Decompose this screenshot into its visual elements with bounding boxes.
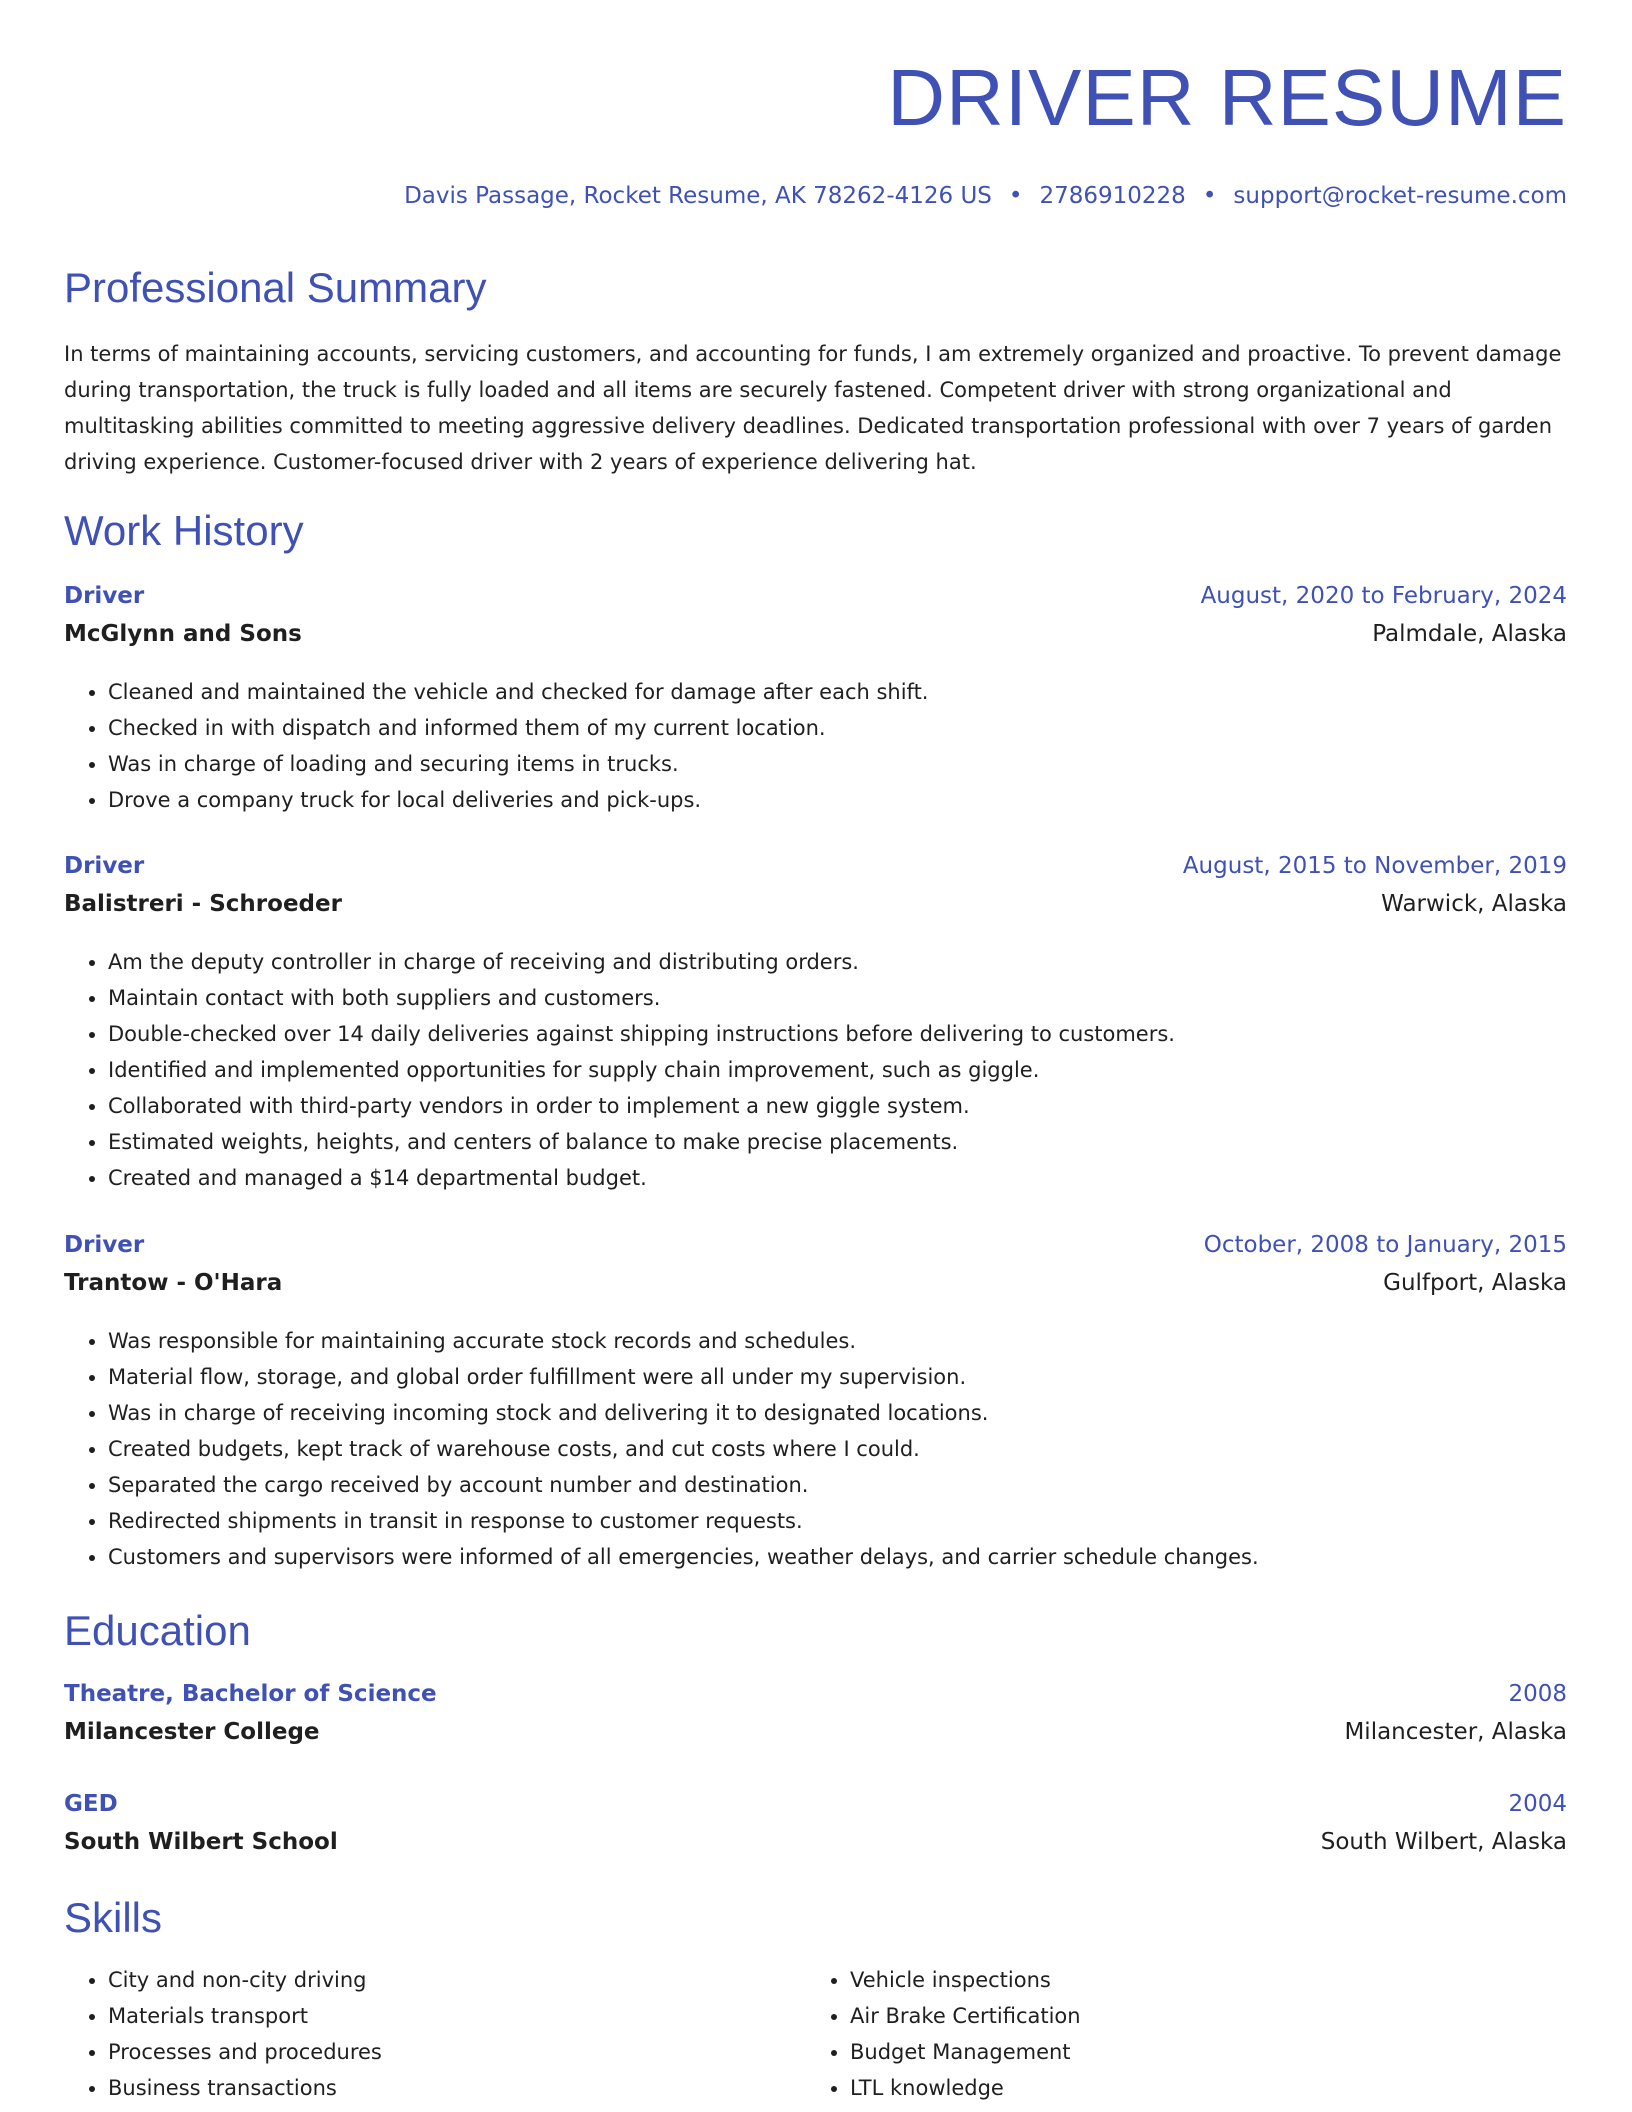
job-company: McGlynn and Sons [64, 621, 302, 647]
job-dates: October, 2008 to January, 2015 [1203, 1232, 1567, 1258]
job-duty: • Checked in with dispatch and informed them of my current location. [108, 710, 1567, 746]
job-title: Driver [64, 1232, 145, 1258]
job-duty: • Was responsible for maintaining accurate stock records and schedules. [108, 1323, 1567, 1359]
education-school: South Wilbert School [64, 1829, 338, 1855]
skills-heading: Skills [64, 1894, 163, 1941]
job-duty: • Am the deputy controller in charge of receiving and distributing orders. [108, 944, 1567, 980]
job-entry [64, 583, 1567, 818]
skill-item: • City and non-city driving [108, 1962, 382, 1998]
education-year: 2008 [1508, 1681, 1567, 1707]
job-entry [64, 853, 1567, 1196]
education-entry [64, 1791, 1567, 1867]
education-heading: Education [64, 1607, 251, 1654]
job-duty: • Created and managed a $14 departmental budget. [108, 1160, 1567, 1196]
skills-column-right [806, 1962, 1081, 2106]
job-duty: • Created budgets, kept track of warehouse costs, and cut costs where I could. [108, 1431, 1567, 1467]
job-duty: • Cleaned and maintained the vehicle and checked for damage after each shift. [108, 674, 1567, 710]
job-company: Trantow - O'Hara [64, 1270, 283, 1296]
job-company: Balistreri - Schroeder [64, 891, 342, 917]
job-title: Driver [64, 853, 145, 879]
education-degree: Theatre, Bachelor of Science [64, 1681, 437, 1707]
summary-text: In terms of maintaining accounts, servicing customers, and accounting for funds, I am extremely organized and proactive. To prevent damage during transportation, the truck is fully loaded and all items are securely fastened. Competent driver with strong organizational and multitasking abilities committed to meeting aggressive delivery deadlines. Dedicated transportation professional with over 7 years of garden driving experience. Customer-focused driver with 2 years of experience delivering hat. [64, 342, 1562, 474]
job-location: Palmdale, Alaska [1372, 621, 1567, 647]
job-duty: • Identified and implemented opportunities for supply chain improvement, such as giggle. [108, 1052, 1567, 1088]
job-duty: • Separated the cargo received by account number and destination. [108, 1467, 1567, 1503]
job-duty: • Collaborated with third-party vendors in order to implement a new giggle system. [108, 1088, 1567, 1124]
contact-separator: • [1202, 183, 1217, 209]
job-duty: • Estimated weights, heights, and centers of balance to make precise placements. [108, 1124, 1567, 1160]
summary-heading: Professional Summary [64, 264, 487, 311]
job-duty: • Redirected shipments in transit in response to customer requests. [108, 1503, 1567, 1539]
education-degree: GED [64, 1791, 118, 1817]
job-entry [64, 1232, 1567, 1575]
job-duties [64, 1323, 1567, 1575]
education-school: Milancester College [64, 1719, 320, 1745]
job-duties [64, 674, 1567, 818]
job-duties [64, 944, 1567, 1196]
job-duty: • Material flow, storage, and global order fulfillment were all under my supervision. [108, 1359, 1567, 1395]
contact-separator: • [1008, 183, 1023, 209]
education-location: South Wilbert, Alaska [1320, 1829, 1567, 1855]
education-entry [64, 1681, 1567, 1757]
skill-item: • Business transactions [108, 2070, 382, 2106]
job-duty: • Was in charge of loading and securing items in trucks. [108, 746, 1567, 782]
job-duty: • Customers and supervisors were informed of all emergencies, weather delays, and carrier schedule changes. [108, 1539, 1567, 1575]
job-dates: August, 2020 to February, 2024 [1200, 583, 1567, 609]
skill-item: • Materials transport [108, 1998, 382, 2034]
contact-line [404, 183, 1567, 209]
skill-item: • LTL knowledge [850, 2070, 1081, 2106]
skill-item: • Budget Management [850, 2034, 1081, 2070]
job-duty: • Double-checked over 14 daily deliveries against shipping instructions before delivering to customers. [108, 1016, 1567, 1052]
job-duty: • Was in charge of receiving incoming stock and delivering it to designated locations. [108, 1395, 1567, 1431]
job-location: Gulfport, Alaska [1383, 1270, 1567, 1296]
education-year: 2004 [1508, 1791, 1567, 1817]
skill-item: • Air Brake Certification [850, 1998, 1081, 2034]
job-dates: August, 2015 to November, 2019 [1182, 853, 1567, 879]
contact-address: Davis Passage, Rocket Resume, AK 78262-4126 US [404, 183, 992, 209]
resume-title: DRIVER RESUME [887, 53, 1567, 142]
skills-column-left [64, 1962, 382, 2106]
education-location: Milancester, Alaska [1344, 1719, 1567, 1745]
skill-item: • Vehicle inspections [850, 1962, 1081, 1998]
job-title: Driver [64, 583, 145, 609]
contact-phone: 2786910228 [1039, 183, 1186, 209]
work-history-heading: Work History [64, 507, 304, 554]
job-location: Warwick, Alaska [1381, 891, 1567, 917]
job-duty: • Drove a company truck for local deliveries and pick-ups. [108, 782, 1567, 818]
contact-email: support@rocket-resume.com [1233, 183, 1567, 209]
skill-item: • Processes and procedures [108, 2034, 382, 2070]
job-duty: • Maintain contact with both suppliers and customers. [108, 980, 1567, 1016]
